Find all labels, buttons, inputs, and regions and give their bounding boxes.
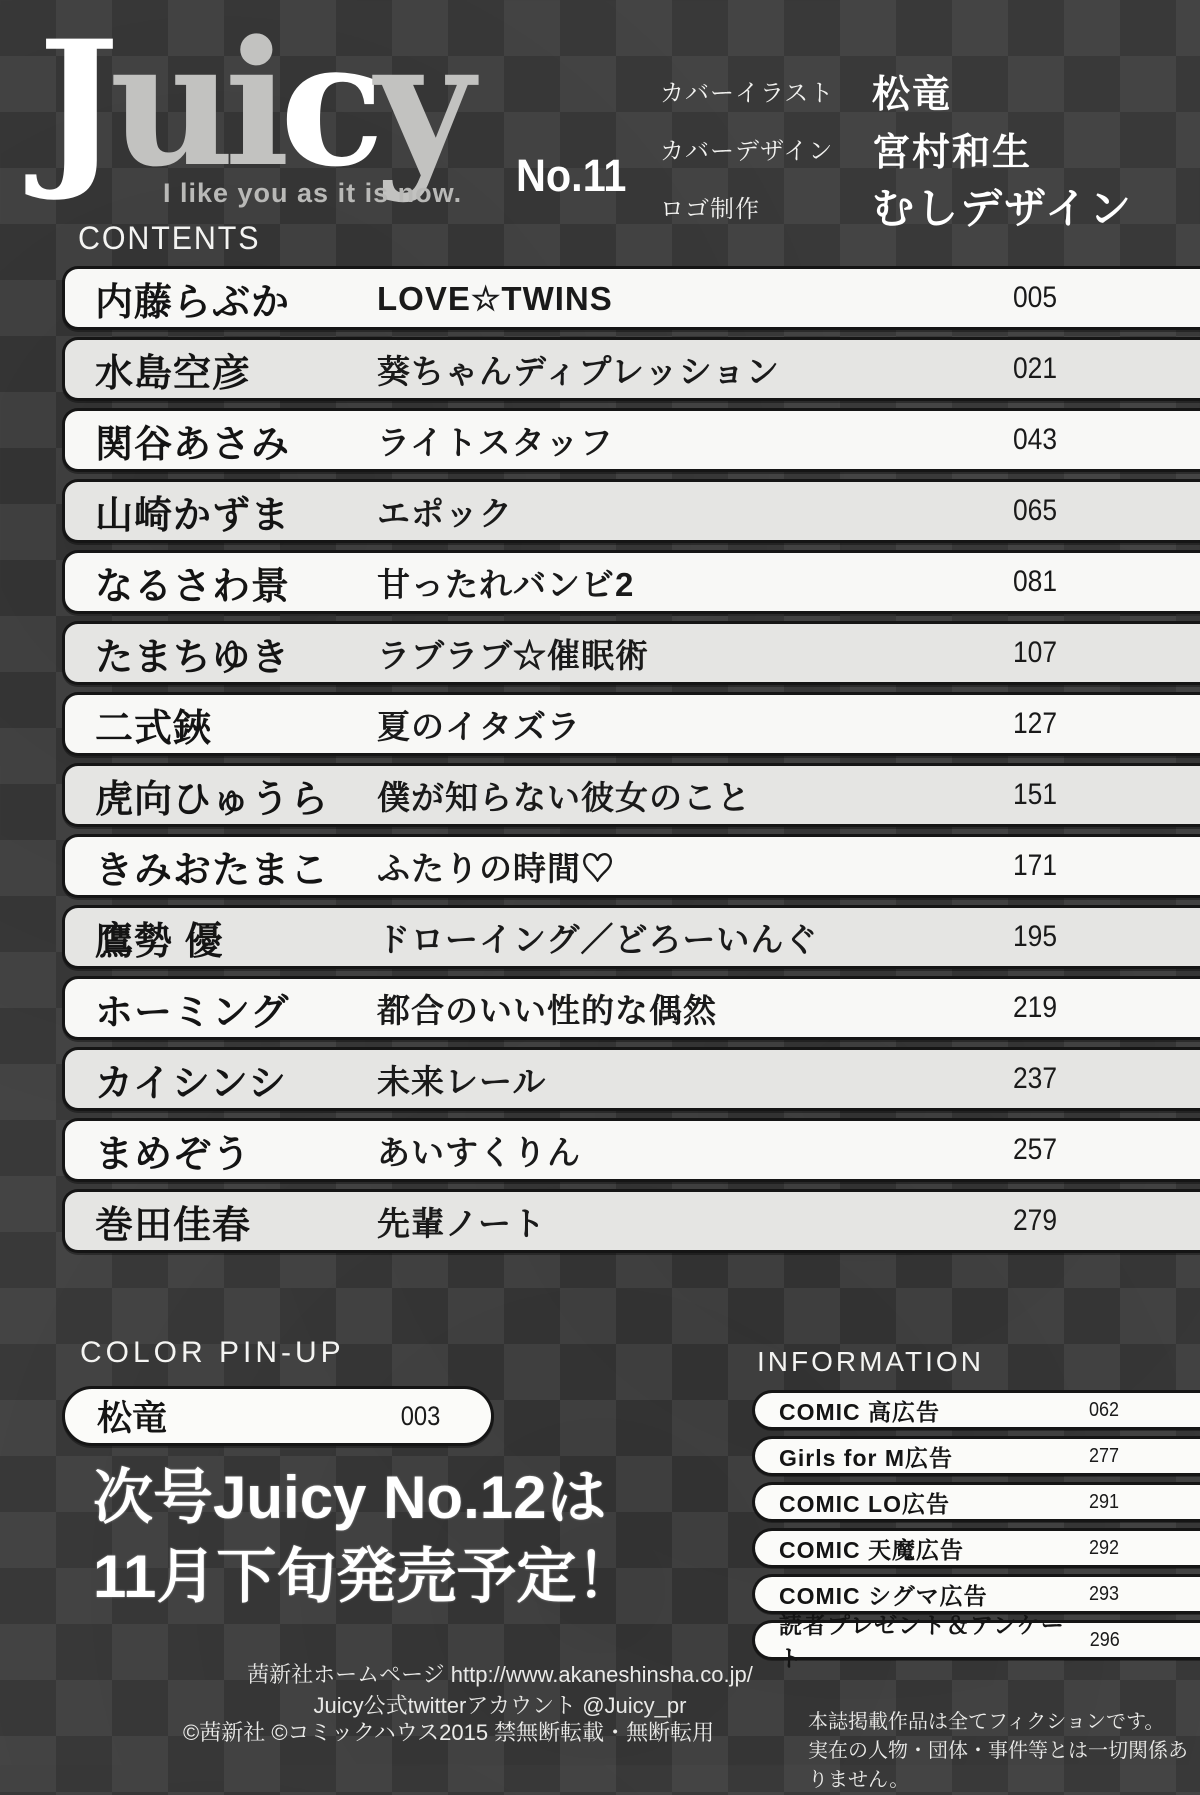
toc-author: 水島空彦	[95, 352, 252, 395]
contents-heading: CONTENTS	[78, 220, 261, 256]
toc-author: 関谷あさみ	[95, 423, 291, 466]
toc-page-number: 171	[1012, 849, 1058, 882]
toc-page-number: 081	[1012, 565, 1058, 598]
information-item	[752, 1482, 1200, 1522]
pinup-page-number: 003	[400, 1400, 441, 1431]
toc-row	[62, 479, 1200, 543]
toc-page-number: 237	[1012, 1062, 1058, 1095]
next-issue-line2: 11月下旬発売予定！	[93, 1543, 637, 1611]
information-label: Girls for M広告	[779, 1444, 954, 1471]
next-issue-announcement	[93, 1458, 636, 1616]
information-heading: INFORMATION	[757, 1346, 984, 1377]
credit-value: むしデザイン	[872, 185, 1134, 232]
color-pinup-entry	[62, 1386, 494, 1446]
toc-title: LOVE☆TWINS	[377, 279, 613, 317]
credit-value: 宮村和生	[872, 131, 1033, 174]
toc-title: 葵ちゃんディプレッション	[377, 352, 781, 390]
issue-number: No.11	[516, 150, 627, 201]
information-item	[752, 1390, 1200, 1430]
toc-row	[62, 550, 1200, 614]
disclaimer-line1: 本誌掲載作品は全てフィクションです。	[808, 1711, 1165, 1733]
toc-row	[62, 621, 1200, 685]
credit-row	[660, 182, 1133, 230]
toc-page-number: 065	[1012, 494, 1058, 527]
toc-author: 山崎かずま	[95, 494, 291, 537]
toc-author: なるさわ景	[95, 565, 291, 608]
toc-author: 内藤らぶか	[95, 281, 291, 324]
toc-author: きみおたまこ	[95, 849, 330, 892]
toc-author: 鷹勢 優	[95, 920, 224, 963]
toc-page-number: 151	[1012, 778, 1058, 811]
information-label: COMIC LO広告	[779, 1490, 950, 1517]
toc-author: まめぞう	[95, 1133, 252, 1176]
credit-label: カバーイラスト	[660, 79, 835, 107]
toc-page-number: 257	[1012, 1133, 1058, 1166]
information-item	[752, 1612, 1200, 1671]
next-issue-line1: 次号Juicy No.12は	[93, 1464, 607, 1531]
toc-page-number: 127	[1012, 707, 1058, 740]
credit-row	[660, 66, 1133, 114]
toc-row	[62, 337, 1200, 401]
color-pinup-heading: COLOR PIN-UP	[80, 1336, 345, 1369]
toc-row	[62, 1189, 1200, 1253]
footer-links	[150, 1660, 850, 1722]
toc-page-number: 279	[1012, 1204, 1058, 1237]
toc-author: 二式鋏	[95, 707, 213, 750]
twitter-account: Juicy公式twitterアカウント @Juicy_pr	[313, 1692, 687, 1718]
information-label: COMIC 高広告	[779, 1398, 941, 1425]
information-page-number: 293	[1088, 1582, 1120, 1605]
information-label: COMIC 天魔広告	[779, 1536, 965, 1563]
information-list	[752, 1390, 1200, 1671]
toc-title: ふたりの時間♡	[377, 849, 615, 887]
toc-page-number: 043	[1012, 423, 1058, 456]
information-page-number: 062	[1088, 1398, 1120, 1421]
information-page-number: 292	[1088, 1536, 1120, 1559]
toc-page-number: 021	[1012, 352, 1058, 385]
toc-title: 未来レール	[377, 1062, 547, 1100]
toc-title: 夏のイタズラ	[377, 707, 581, 745]
logo-letter: i	[224, 2, 280, 205]
disclaimer-line2: 実在の人物・団体・事件等とは一切関係ありません。	[808, 1740, 1188, 1791]
toc-author: カイシンシ	[95, 1062, 287, 1105]
toc-title: ラブラブ☆催眠術	[377, 636, 649, 674]
information-item	[752, 1436, 1200, 1476]
toc-title: 僕が知らない彼女のこと	[377, 778, 751, 816]
logo-letter: y	[374, 2, 465, 205]
toc-author: 虎向ひゅうら	[95, 778, 330, 821]
toc-author: たまちゆき	[95, 636, 291, 679]
toc-row	[62, 1047, 1200, 1111]
toc-row	[62, 408, 1200, 472]
toc-page-number: 107	[1012, 636, 1058, 669]
logo-letter: J	[38, 2, 110, 205]
logo-letter: u	[109, 2, 225, 205]
information-label: COMIC シグマ広告	[779, 1582, 988, 1609]
toc-row	[62, 763, 1200, 827]
toc-author: 巻田佳春	[95, 1204, 252, 1247]
logo-tagline: I like you as it is now.	[163, 178, 463, 208]
toc-title: 先輩ノート	[377, 1204, 547, 1242]
toc-author: ホーミング	[95, 991, 290, 1034]
credit-label: カバーデザイン	[660, 137, 834, 165]
information-page-number: 291	[1088, 1490, 1120, 1513]
fiction-disclaimer	[808, 1708, 1200, 1795]
toc-title: ライトスタッフ	[377, 423, 614, 461]
toc-title: あいすくりん	[377, 1133, 581, 1171]
information-page-number: 296	[1090, 1628, 1121, 1651]
toc-row	[62, 266, 1200, 330]
toc-row	[62, 692, 1200, 756]
table-of-contents	[62, 266, 1200, 1260]
toc-title: ドローイング／どろーいんぐ	[377, 920, 819, 958]
pinup-author: 松竜	[97, 1399, 168, 1438]
publisher-homepage-url: 茜新社ホームページ http://www.akaneshinsha.co.jp/	[247, 1662, 753, 1687]
credit-row	[660, 124, 1133, 172]
toc-row	[62, 976, 1200, 1040]
cover-credits	[660, 66, 1133, 240]
toc-title: 都合のいい性的な偶然	[377, 991, 717, 1029]
credit-label: ロゴ制作	[660, 195, 760, 223]
information-item	[752, 1528, 1200, 1568]
copyright-notice: ©茜新社 ©コミックハウス2015 禁無断転載・無断転用	[183, 1720, 715, 1745]
logo-letter: c	[279, 2, 375, 205]
toc-title: 甘ったれバンビ2	[377, 565, 635, 603]
toc-page-number: 005	[1012, 281, 1058, 314]
information-page-number: 277	[1088, 1444, 1120, 1467]
toc-title: エポック	[377, 494, 513, 532]
toc-row	[62, 905, 1200, 969]
toc-row	[62, 1118, 1200, 1182]
toc-page-number: 219	[1012, 991, 1058, 1024]
toc-page-number: 195	[1012, 920, 1058, 953]
credit-value: 松竜	[872, 73, 953, 116]
information-label: 読者プレゼント＆アンケート	[779, 1612, 1065, 1671]
toc-row	[62, 834, 1200, 898]
